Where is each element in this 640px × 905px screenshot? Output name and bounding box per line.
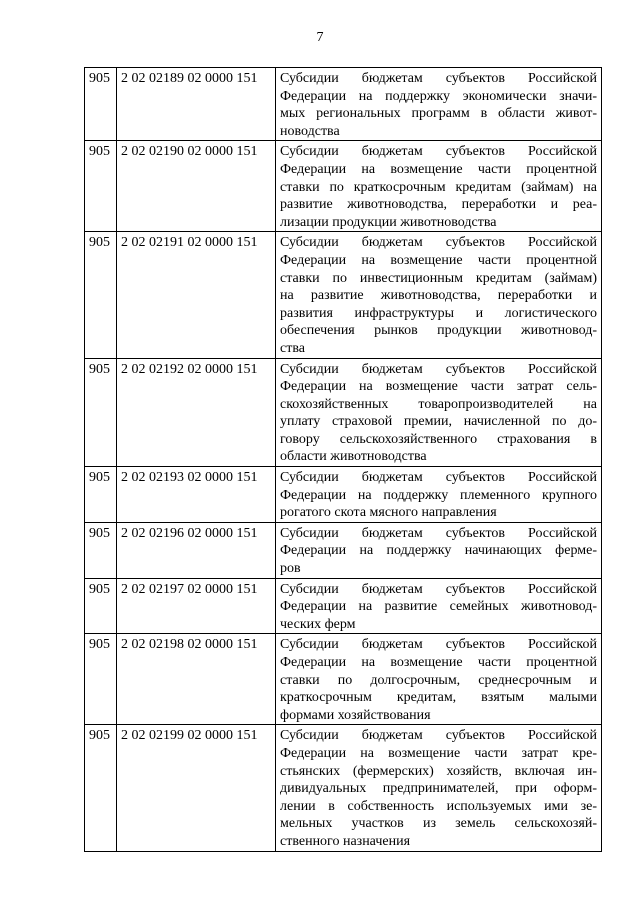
admin-code-cell: 905 xyxy=(85,634,117,725)
table-row xyxy=(85,634,602,725)
description-line: ров xyxy=(280,561,301,577)
table-row xyxy=(85,522,602,578)
description-line: Федерации на развитие семейных животновод- xyxy=(280,599,597,615)
description-line: рогатого скота мясного направления xyxy=(280,505,497,521)
description-line: Субсидии бюджетам субъектов Российской xyxy=(280,144,597,160)
description-line: на развитие животноводства, переработки и xyxy=(280,288,597,304)
budget-code-cell: 2 02 02190 02 0000 151 xyxy=(117,141,276,232)
description-line: мельных участков из земель сельскохозяй- xyxy=(280,816,597,832)
description-line: стьянских (фермерских) хозяйств, включая ин- xyxy=(280,763,597,779)
admin-code-cell: 905 xyxy=(85,578,117,634)
admin-code-cell: 905 xyxy=(85,232,117,358)
description-line: Субсидии бюджетам субъектов Российской xyxy=(280,728,597,744)
table-row xyxy=(85,725,602,851)
description-line: Федерации на возмещение части процентной xyxy=(280,252,597,268)
description-line: обеспечения рынков продукции животновод- xyxy=(280,323,597,339)
table-body xyxy=(85,68,602,852)
budget-code-cell: 2 02 02198 02 0000 151 xyxy=(117,634,276,725)
description-line: Федерации на поддержку племенного крупного xyxy=(280,487,597,503)
budget-code-cell: 2 02 02199 02 0000 151 xyxy=(117,725,276,851)
description-line: лении в собственность используемых ими зе- xyxy=(280,798,597,814)
description-line: дивидуальных предпринимателей, при оформ- xyxy=(280,781,597,797)
description-line: говору сельскохозяйственного страхования в xyxy=(280,431,597,447)
table-row xyxy=(85,467,602,523)
table-row xyxy=(85,68,602,141)
description-cell xyxy=(276,578,602,634)
description-line: Субсидии бюджетам субъектов Российской xyxy=(280,525,597,541)
description-line: Федерации на поддержку начинающих ферме- xyxy=(280,543,597,559)
budget-code-cell: 2 02 02196 02 0000 151 xyxy=(117,522,276,578)
description-line: ческих ферм xyxy=(280,616,356,632)
description-line: Федерации на возмещение части затрат сель- xyxy=(280,379,597,395)
description-line: мых региональных программ в области живот- xyxy=(280,106,597,122)
admin-code-cell: 905 xyxy=(85,467,117,523)
description-line: Субсидии бюджетам субъектов Российской xyxy=(280,361,597,377)
description-line: формами хозяйствования xyxy=(280,707,431,723)
description-cell xyxy=(276,358,602,467)
description-cell xyxy=(276,232,602,358)
description-line: Субсидии бюджетам субъектов Российской xyxy=(280,581,597,597)
description-line: области животноводства xyxy=(280,449,427,465)
description-line: скохозяйственных товаропроизводителей на xyxy=(280,396,597,412)
description-cell xyxy=(276,68,602,141)
budget-code-cell: 2 02 02192 02 0000 151 xyxy=(117,358,276,467)
budget-code-cell: 2 02 02189 02 0000 151 xyxy=(117,68,276,141)
admin-code-cell: 905 xyxy=(85,141,117,232)
description-line: Федерации на возмещение части процентной xyxy=(280,655,597,670)
description-line: новодства xyxy=(280,123,340,139)
description-line: Федерации на поддержку экономически значи- xyxy=(280,88,597,104)
admin-code-cell: 905 xyxy=(85,68,117,141)
description-line: краткосрочным кредитам, взятым малыми xyxy=(280,690,597,706)
description-line: уплату страховой премии, начисленной по до- xyxy=(280,414,597,430)
table-row xyxy=(85,141,602,232)
description-line: Федерации на возмещение части затрат кре- xyxy=(280,745,597,761)
table-row xyxy=(85,232,602,358)
page-number: 7 xyxy=(316,30,324,45)
description-cell xyxy=(276,522,602,578)
description-line: развития инфраструктуры и логистического xyxy=(280,305,597,321)
description-line: ства xyxy=(280,340,305,356)
description-line: ставки по инвестиционным кредитам (займам) xyxy=(280,270,597,286)
budget-code-cell: 2 02 02191 02 0000 151 xyxy=(117,232,276,358)
description-line: Субсидии бюджетам субъектов Российской xyxy=(280,71,597,86)
description-line: Федерации на возмещение части процентной xyxy=(280,161,597,177)
description-cell xyxy=(276,725,602,851)
description-line: Субсидии бюджетам субъектов Российской xyxy=(280,637,597,653)
description-cell xyxy=(276,634,602,725)
admin-code-cell: 905 xyxy=(85,725,117,851)
admin-code-cell: 905 xyxy=(85,522,117,578)
table-row xyxy=(85,358,602,467)
description-line: ственного назначения xyxy=(280,833,411,849)
description-line: ставки по краткосрочным кредитам (займам) на xyxy=(280,179,597,195)
table-row xyxy=(85,578,602,634)
description-line: Субсидии бюджетам субъектов Российской xyxy=(280,235,597,251)
description-line: развитие животноводства, переработки и реа- xyxy=(280,197,597,213)
description-cell xyxy=(276,467,602,523)
description-line: ставки по долгосрочным, среднесрочным и xyxy=(280,672,597,688)
admin-code-cell: 905 xyxy=(85,358,117,467)
description-cell xyxy=(276,141,602,232)
budget-code-cell: 2 02 02193 02 0000 151 xyxy=(117,467,276,523)
budget-classification-table xyxy=(84,67,602,852)
budget-code-cell: 2 02 02197 02 0000 151 xyxy=(117,578,276,634)
description-line: Субсидии бюджетам субъектов Российской xyxy=(280,470,597,486)
description-line: лизации продукции животноводства xyxy=(280,214,497,230)
